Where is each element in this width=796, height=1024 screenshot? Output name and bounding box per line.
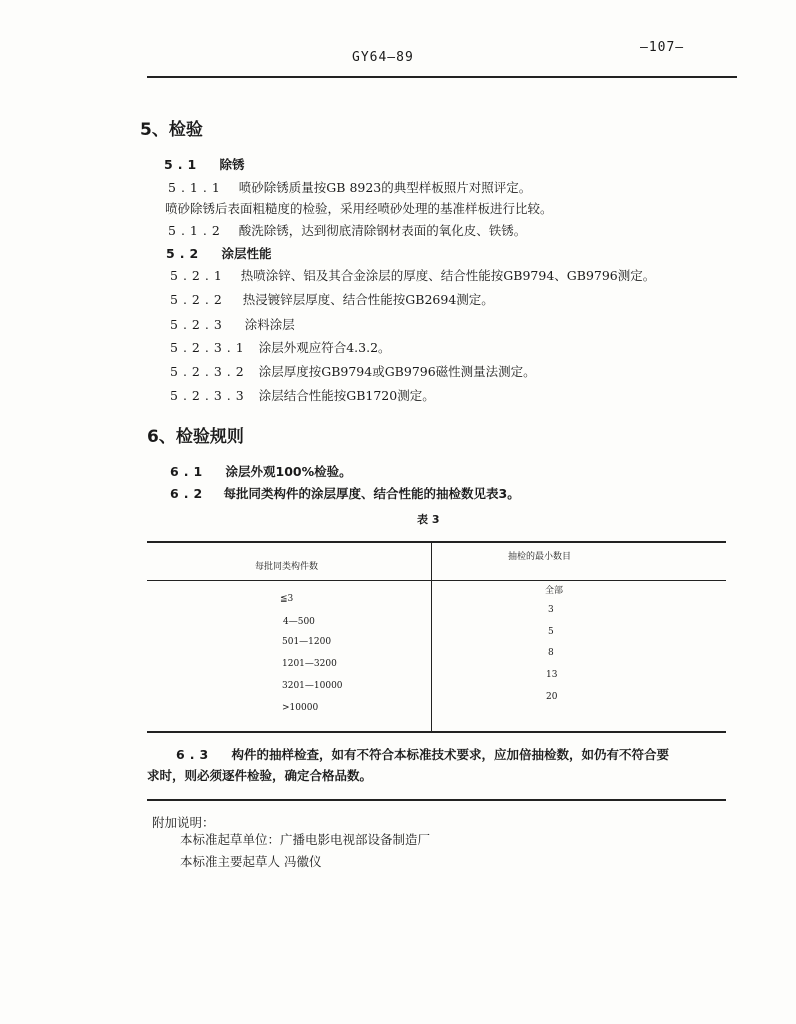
clause-text: 喷砂除锈质量按GB 8923的典型样板照片对照评定。 [238,180,532,195]
table-cell-batch: 4—500 [283,617,315,627]
table-cell-sample: 全部 [545,586,564,596]
clause-text: 构件的抽样检查，如有不符合本标准技术要求，应加倍抽检数，如仍有不符合要 [231,747,670,762]
table-cell-batch: 501—1200 [282,637,332,647]
table-cell-batch: 3201—10000 [282,681,343,691]
clause-number: 5.2.3 [170,317,227,332]
clause-5-2-3-3 [170,386,435,404]
clause-title: 涂层性能 [221,246,272,261]
doc-code: GY64—89 [352,50,414,65]
clause-5-2-2 [170,290,494,308]
clause-title: 除锈 [219,157,245,172]
clause-5-1-2 [168,221,526,239]
clause-5-1 [164,155,245,173]
clause-number: 5.2 [166,246,204,261]
appendix-title: 附加说明： [152,815,215,830]
clause-number: 5.2.3.3 [170,388,249,403]
clause-5-2 [166,244,272,262]
clause-text: 涂料涂层 [244,317,295,332]
clause-number: 6.1 [170,464,208,479]
clause-number: 5.2.1 [170,268,227,283]
clause-number: 6.3 [176,747,214,762]
table-bottom-rule [147,731,726,733]
drafting-unit: 本标准起草单位：广播电影电视部设备制造厂 [180,832,431,847]
section-5-title: 5、检验 [140,120,203,140]
page-number: —107— [640,40,685,55]
clause-6-1 [170,462,352,480]
section-6-title: 6、检验规则 [147,427,244,447]
clause-number: 5.1.1 [168,180,225,195]
table-cell-batch: 1201—3200 [282,659,337,669]
drafter: 本标准主要起草人 冯徽仪 [180,854,322,869]
table-cell-batch: ≦3 [280,594,294,604]
table-header-min-sample: 抽检的最小数目 [508,552,572,562]
table-header-batch-size: 每批同类构件数 [255,562,319,572]
clause-text: 涂层结合性能按GB1720测定。 [258,388,435,403]
clause-5-1-1-continuation: 喷砂除锈后表面粗糙度的检验，采用经喷砂处理的基准样板进行比较。 [165,201,553,216]
clause-number: 6.2 [170,486,208,501]
header-rule [147,76,737,78]
clause-5-2-3-2 [170,362,536,380]
clause-number: 5.1.2 [168,223,225,238]
clause-6-3-continuation: 求时，则必须逐件检验，确定合格品数。 [147,768,373,783]
clause-number: 5.2.2 [170,292,227,307]
clause-5-1-1 [168,178,531,196]
clause-number: 5.2.3.2 [170,364,249,379]
table-cell-batch: >10000 [282,703,319,713]
table-cell-sample: 20 [546,692,558,702]
clause-5-2-3 [170,315,295,333]
clause-text: 每批同类构件的涂层厚度、结合性能的抽检数见表3。 [223,486,520,501]
clause-6-2 [170,484,520,502]
table-header-rule [147,580,726,581]
table-column-divider [431,541,432,731]
clause-number: 5.2.3.1 [170,340,249,355]
table-caption: 表 3 [417,513,440,526]
clause-text: 涂层外观100%检验。 [225,464,352,479]
clause-number: 5.1 [164,157,202,172]
clause-text: 热喷涂锌、铝及其合金涂层的厚度、结合性能按GB9794、GB9796测定。 [240,268,656,283]
clause-text: 涂层厚度按GB9794或GB9796磁性测量法测定。 [258,364,536,379]
appendix-rule [147,799,726,801]
table-cell-sample: 8 [548,648,554,658]
table-cell-sample: 13 [546,670,558,680]
table-top-rule [147,541,726,543]
clause-text: 酸洗除锈，达到彻底清除钢材表面的氧化皮、铁锈。 [238,223,527,238]
table-cell-sample: 3 [548,605,554,615]
clause-6-3 [176,745,669,763]
clause-text: 热浸镀锌层厚度、结合性能按GB2694测定。 [242,292,494,307]
clause-5-2-1 [170,266,655,284]
clause-5-2-3-1 [170,338,391,356]
table-cell-sample: 5 [548,627,554,637]
clause-text: 涂层外观应符合4.3.2。 [258,340,391,355]
